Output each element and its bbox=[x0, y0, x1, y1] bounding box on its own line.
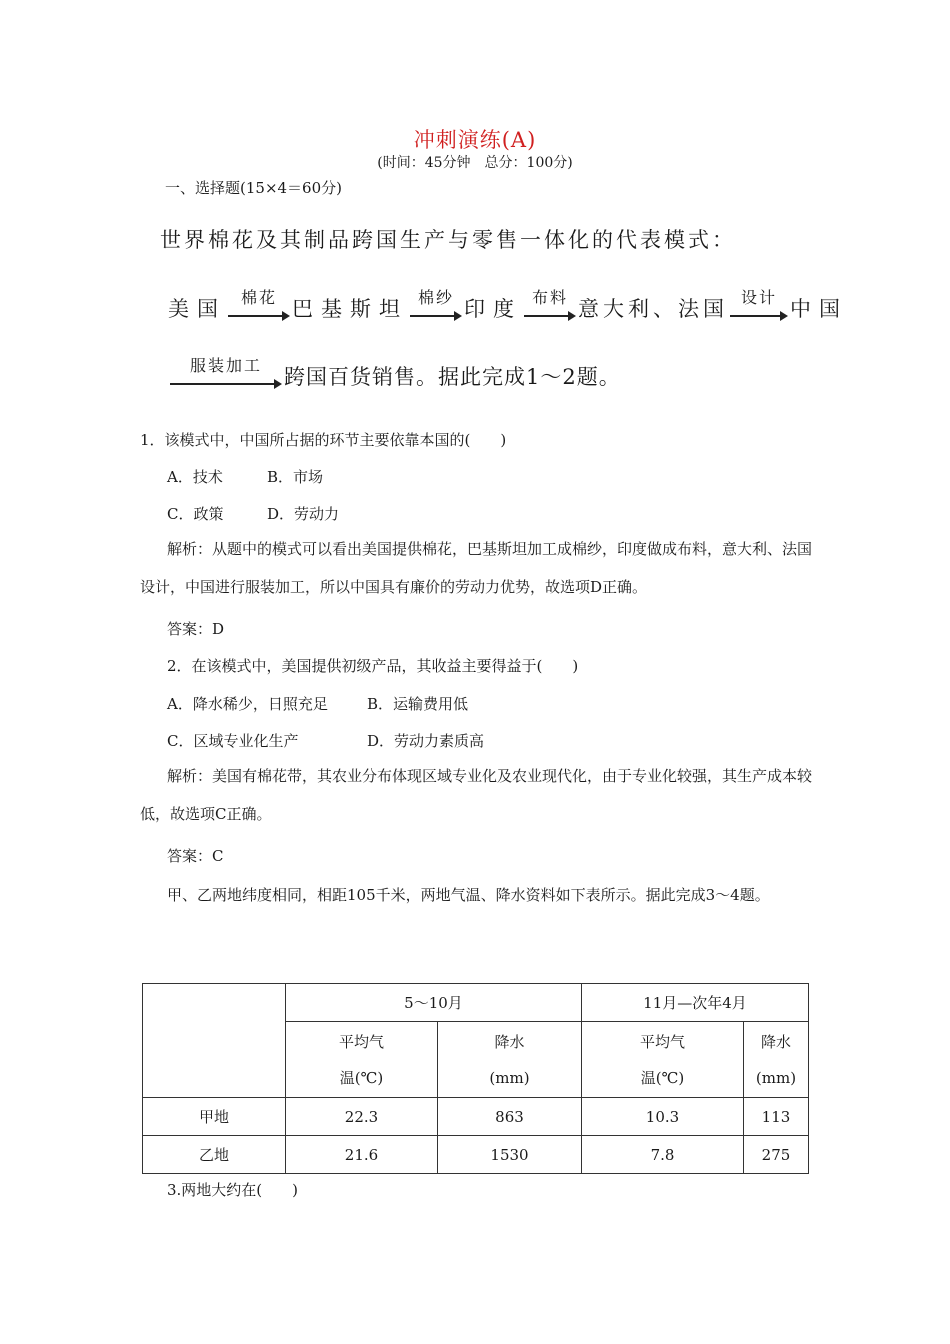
cell-precip-1: 863 bbox=[438, 1098, 582, 1136]
flow-intro: 世界棉花及其制品跨国生产与零售一体化的代表模式： bbox=[160, 228, 736, 252]
temp-header-line2: 温(℃) bbox=[339, 1068, 384, 1087]
arrow-icon bbox=[524, 308, 576, 324]
flow-arrow-cotton bbox=[228, 288, 290, 324]
temp-header bbox=[286, 1022, 438, 1098]
option-d: D．劳动力 bbox=[267, 505, 340, 523]
table-row bbox=[143, 1098, 809, 1136]
arrow-icon bbox=[730, 308, 788, 324]
cell-precip-1: 1530 bbox=[438, 1136, 582, 1174]
q1-analysis: 解析：从题中的模式可以看出美国提供棉花，巴基斯坦加工成棉纱，印度做成布料，意大利、法国设计，中国进行服装加工，所以中国具有廉价的劳动力优势，故选项D正确。 bbox=[140, 540, 813, 596]
q2-analysis: 解析：美国有棉花带，其农业分布体现区域专业化及农业现代化，由于专业化较强，其生产成本较低，故选项C正确。 bbox=[140, 767, 813, 823]
flow-arrow-fabric bbox=[524, 288, 576, 324]
precip-header bbox=[744, 1022, 809, 1098]
q1-options-row2 bbox=[167, 504, 339, 524]
cell-temp-1: 22.3 bbox=[286, 1098, 438, 1136]
flow-final: 跨国百货销售。据此完成1～2题。 bbox=[284, 365, 621, 389]
arrow-label: 设计 bbox=[740, 288, 777, 307]
row-name: 乙地 bbox=[143, 1136, 286, 1174]
question-1: 1．该模式中，中国所占据的环节主要依靠本国的( ) bbox=[140, 431, 507, 449]
cell-temp-2: 10.3 bbox=[582, 1098, 744, 1136]
option-b: B．运输费用低 bbox=[367, 695, 469, 713]
q1-answer: 答案：D bbox=[167, 620, 225, 638]
time-info: (时间：45分钟 总分：100分) bbox=[377, 155, 573, 171]
cell-precip-2: 275 bbox=[744, 1136, 809, 1174]
option-a: A．技术 bbox=[167, 468, 223, 486]
precip-header-line1: 降水 bbox=[760, 1032, 791, 1051]
option-d: D．劳动力素质高 bbox=[367, 732, 485, 750]
temp-header-line1: 平均气 bbox=[338, 1032, 384, 1051]
precip-header bbox=[438, 1022, 582, 1098]
section-heading: 一、选择题(15×4＝60分) bbox=[165, 179, 342, 197]
arrow-label: 棉纱 bbox=[417, 288, 454, 307]
cell-temp-2: 7.8 bbox=[582, 1136, 744, 1174]
period-header-2: 11月—次年4月 bbox=[582, 984, 809, 1022]
cell-precip-2: 113 bbox=[744, 1098, 809, 1136]
arrow-label: 布料 bbox=[531, 288, 568, 307]
flow-arrow-yarn bbox=[410, 288, 462, 324]
q2-options-row1 bbox=[167, 694, 468, 714]
flow-place-italy-france: 意大利、法国 bbox=[578, 297, 728, 321]
table-row bbox=[143, 1136, 809, 1174]
cell-temp-1: 21.6 bbox=[286, 1136, 438, 1174]
question-3: 3.两地大约在( ) bbox=[167, 1181, 299, 1199]
arrow-label: 棉花 bbox=[240, 288, 277, 307]
q1-options-row1 bbox=[167, 467, 323, 487]
temp-header bbox=[582, 1022, 744, 1098]
climate-table bbox=[142, 983, 809, 1174]
temp-header-line1: 平均气 bbox=[639, 1032, 685, 1051]
option-a: A．降水稀少，日照充足 bbox=[167, 695, 328, 713]
flow-place-usa: 美国 bbox=[168, 297, 226, 321]
option-c: C．政策 bbox=[167, 505, 224, 523]
flow-chain bbox=[168, 278, 848, 324]
row-name: 甲地 bbox=[143, 1098, 286, 1136]
arrow-icon bbox=[410, 308, 462, 324]
arrow-icon bbox=[228, 308, 290, 324]
table-corner-cell bbox=[143, 984, 286, 1098]
option-b: B．市场 bbox=[267, 468, 324, 486]
option-c: C．区域专业化生产 bbox=[167, 732, 299, 750]
q2-options-row2 bbox=[167, 731, 484, 751]
period-header-1: 5～10月 bbox=[286, 984, 582, 1022]
intro-q3-4: 甲、乙两地纬度相同，相距105千米，两地气温、降水资料如下表所示。据此完成3～4题。 bbox=[167, 886, 770, 904]
precip-header-line2: (mm) bbox=[755, 1068, 797, 1087]
page-title: 冲刺演练(A) bbox=[413, 128, 537, 152]
question-2: 2．在该模式中，美国提供初级产品，其收益主要得益于( ) bbox=[167, 657, 579, 675]
q2-answer: 答案：C bbox=[167, 847, 224, 865]
precip-header-line2: (mm) bbox=[489, 1068, 530, 1087]
arrow-label: 服装加工 bbox=[189, 356, 262, 375]
temp-header-line2: 温(℃) bbox=[640, 1068, 685, 1087]
flow-arrow-design bbox=[730, 288, 788, 324]
arrow-icon bbox=[170, 376, 282, 392]
flow-place-china: 中国 bbox=[790, 297, 848, 321]
flow-chain-end bbox=[168, 346, 621, 392]
flow-place-india: 印度 bbox=[464, 297, 522, 321]
precip-header-line1: 降水 bbox=[494, 1032, 525, 1051]
flow-place-pakistan: 巴基斯坦 bbox=[292, 297, 408, 321]
flow-arrow-garment bbox=[170, 356, 282, 392]
